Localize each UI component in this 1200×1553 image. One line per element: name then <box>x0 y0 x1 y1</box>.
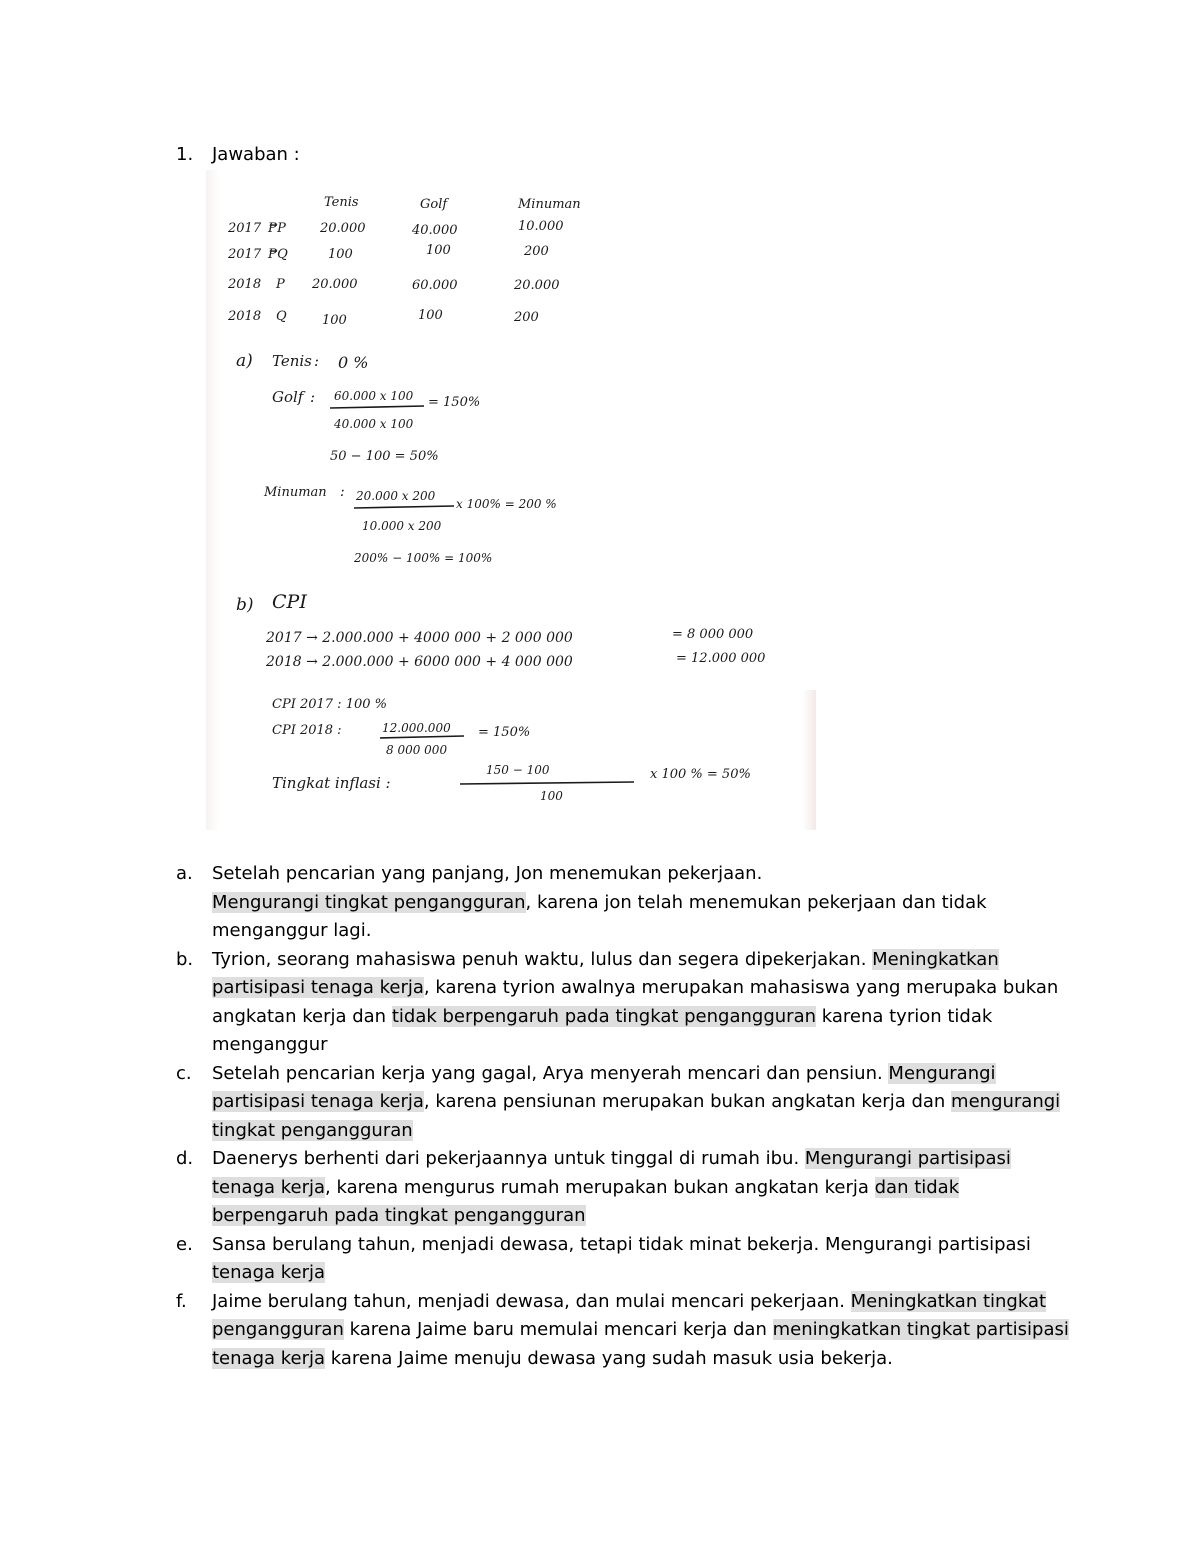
cpi-2018-result: = 150% <box>478 725 531 740</box>
tenis-label: Tenis <box>272 352 312 370</box>
highlighted-text: Meningkatkan partisipasi tenaga kerja <box>212 948 999 998</box>
row2-tenis: 100 <box>328 247 353 262</box>
header-golf: Golf <box>420 197 448 212</box>
answer-item <box>172 1145 1072 1231</box>
inflasi-label: Tingkat inflasi : <box>272 774 391 792</box>
tenis-value: 0 % <box>338 353 369 372</box>
answer-text: Tyrion, seorang mahasiswa penuh waktu, lulus dan segera dipekerjakan. <box>212 948 873 970</box>
answer-text: , karena pensiunan merupakan bukan angkatan kerja dan <box>423 1091 952 1112</box>
handwritten-scan <box>206 170 816 830</box>
answer-item <box>172 946 1072 1060</box>
answer-text: , karena jon telah menemukan pekerjaan dan tidak menganggur lagi. <box>212 891 987 941</box>
cpi-2018-label: CPI 2018 : <box>272 723 342 738</box>
answer-text: Sansa berulang tahun, menjadi dewasa, tetapi tidak minat bekerja. Mengurangi partisipasi <box>212 1233 1031 1255</box>
row4-minuman: 200 <box>514 310 539 325</box>
question-number: 1. <box>176 144 194 165</box>
row3-golf: 60.000 <box>412 278 458 293</box>
golf-label: Golf <box>272 388 304 406</box>
minuman-step: 200% − 100% = 100% <box>354 551 493 565</box>
header-minuman: Minuman <box>518 197 581 212</box>
golf-denominator: 40.000 x 100 <box>334 417 414 431</box>
answer-label: d. <box>176 1148 194 1169</box>
row2-minuman: 200 <box>524 244 549 259</box>
cpi-total-2017: = 8 000 000 <box>672 627 754 642</box>
question-title: Jawaban : <box>212 144 300 165</box>
question-heading <box>176 141 300 169</box>
row3-year: 2018 <box>228 277 262 292</box>
cpi-2018-denominator: 8 000 000 <box>386 743 448 757</box>
row2-golf: 100 <box>426 243 451 258</box>
answer-label: b. <box>176 948 194 970</box>
row4-golf: 100 <box>418 308 443 323</box>
row2-var: ₱Q <box>268 247 288 262</box>
answer-text: Daenerys berhenti dari pekerjaannya untuk tinggal di rumah ibu. <box>212 1148 805 1169</box>
answer-text: karena tyrion tidak menganggur <box>212 1005 993 1055</box>
row3-var: P <box>276 277 285 292</box>
highlighted-text: Meningkatkan tingkat pengangguran <box>212 1290 1047 1340</box>
highlighted-text: mengurangi tingkat pengangguran <box>212 1091 1061 1141</box>
handwriting-svg <box>206 170 816 830</box>
row4-tenis: 100 <box>322 313 347 328</box>
highlighted-text: meningkatkan tingkat partisipasi tenaga kerja <box>212 1319 1069 1369</box>
row3-minuman: 20.000 <box>514 278 560 293</box>
row4-var: Q <box>276 309 287 324</box>
inflasi-numerator: 150 − 100 <box>486 763 550 777</box>
row1-golf: 40.000 <box>412 223 458 238</box>
answer-label: a. <box>176 863 193 884</box>
golf-step: 50 − 100 = 50% <box>330 449 439 464</box>
inflasi-denominator: 100 <box>540 789 563 803</box>
answer-text: karena Jaime menuju dewasa yang sudah masuk usia bekerja. <box>325 1347 893 1369</box>
row3-tenis: 20.000 <box>312 277 358 292</box>
answer-item <box>172 1060 1072 1146</box>
row1-minuman: 10.000 <box>518 219 564 234</box>
row4-year: 2018 <box>228 309 262 324</box>
svg-text::: : <box>340 484 345 500</box>
highlighted-text: Mengurangi partisipasi tenaga kerja <box>212 1062 996 1112</box>
cpi-total-2018: = 12.000 000 <box>676 651 766 666</box>
answer-label: f. <box>176 1290 187 1312</box>
answer-text: Setelah pencarian yang panjang, Jon menemukan pekerjaan. <box>212 863 763 884</box>
answer-label: c. <box>176 1062 192 1084</box>
golf-numerator: 60.000 x 100 <box>334 389 414 403</box>
minuman-numerator: 20.000 x 200 <box>356 489 436 503</box>
highlighted-text: Mengurangi tingkat pengangguran <box>212 891 526 913</box>
highlighted-text: tenaga kerja <box>212 1262 326 1283</box>
answer-text: , karena tyrion awalnya merupakan mahasiswa yang merupaka bukan angkatan kerja dan <box>212 977 1059 1027</box>
header-tenis: Tenis <box>324 195 359 210</box>
row2-year: 2017 <box>228 247 262 262</box>
answer-item <box>172 1231 1072 1288</box>
answer-text: Jaime berulang tahun, menjadi dewasa, dan mulai mencari pekerjaan. <box>212 1290 851 1312</box>
highlighted-text: tidak berpengaruh pada tingkat pengangguran <box>391 1005 817 1027</box>
minuman-result: x 100% = 200 % <box>456 497 557 511</box>
cpi-2018-numerator: 12.000.000 <box>382 721 451 735</box>
answer-item <box>172 1288 1072 1374</box>
answer-list <box>172 860 1072 1373</box>
part-b-label: b) <box>236 595 254 615</box>
answer-text: Setelah pencarian kerja yang gagal, Arya menyerah mencari dan pensiun. <box>212 1062 889 1084</box>
highlighted-text: dan tidak berpengaruh pada tingkat pengangguran <box>212 1176 960 1226</box>
golf-result: = 150% <box>428 395 481 410</box>
cpi-row-2017: 2017 → 2.000.000 + 4000 000 + 2 000 000 <box>266 630 573 646</box>
answer-item <box>172 860 1072 946</box>
svg-text::: : <box>310 388 316 406</box>
part-a-label: a) <box>236 351 253 371</box>
answer-text: , karena mengurus rumah merupakan bukan angkatan kerja <box>325 1176 875 1198</box>
cpi-2017: CPI 2017 : 100 % <box>272 697 387 712</box>
cpi-row-2018: 2018 → 2.000.000 + 6000 000 + 4 000 000 <box>266 654 573 670</box>
highlighted-text: Mengurangi partisipasi tenaga kerja <box>212 1148 1011 1198</box>
cpi-title: CPI <box>272 591 307 613</box>
answer-text: karena Jaime baru memulai mencari kerja dan <box>343 1319 773 1340</box>
minuman-label: Minuman <box>264 485 327 500</box>
row1-year: 2017 <box>228 221 262 236</box>
row1-var: ₱P <box>268 221 286 236</box>
svg-text::: : <box>314 352 320 370</box>
row1-tenis: 20.000 <box>320 221 366 236</box>
minuman-denominator: 10.000 x 200 <box>362 519 442 533</box>
inflasi-result: x 100 % = 50% <box>650 767 751 782</box>
answer-label: e. <box>176 1233 193 1255</box>
